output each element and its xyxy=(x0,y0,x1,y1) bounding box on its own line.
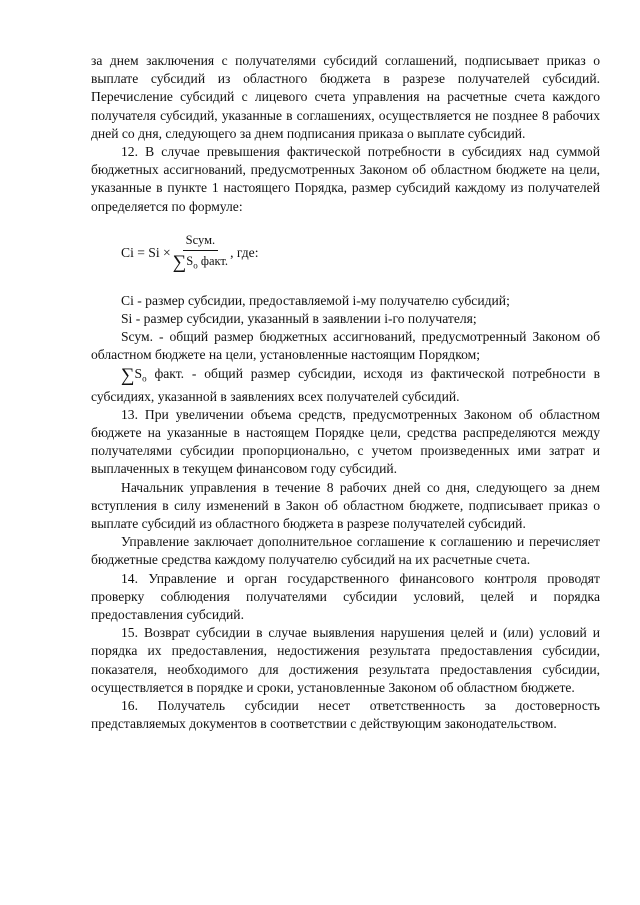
paragraph-14: 14. Управление и орган государственного финансового контроля проводят проверку соблюдения получателями субсидии условий, целей и порядка предоставления субсидий. xyxy=(91,570,600,622)
so-definition-text: - общий размер субсидии, исходя из фактической потребности в субсидиях, указанной в заявлениях всех получателей субсидий. xyxy=(91,365,600,404)
so-s: S xyxy=(134,365,143,381)
definition-ci: Ci - размер субсидии, предоставляемой i-му получателю субсидий; xyxy=(121,292,510,308)
den-s: S xyxy=(186,254,194,269)
paragraph-16: 16. Получатель субсидии несет ответственность за достоверность представляемых документов в соответствии с действующим законодательством. xyxy=(91,698,600,732)
paragraph-12: 12. В случае превышения фактической потребности в субсидиях над суммой бюджетных ассигнований, предусмотренных Законом об областном бюджете на цели, указанные в пункте 1 настоящего Порядка, размер субсидий каждому из получателей определяется по формуле: xyxy=(91,144,600,214)
den-fact: факт. xyxy=(197,254,229,269)
paragraph-13: 13. При увеличении объема средств, предусмотренных Законом об областном бюджете на указанные в настоящем Порядке цели, средства распределяются между получателями субсидии пропорционально, с учетом произведенных ими затрат и выплаченных в текущем финансовом году субсидий. xyxy=(91,406,600,477)
paragraph-13-agreement: Управление заключает дополнительное соглашение к соглашению и перечисляет бюджетные средства каждому получателю субсидий на их расчетные счета. xyxy=(91,534,600,568)
formula-tail: , где: xyxy=(230,244,259,260)
so-sub: о xyxy=(142,373,147,384)
formula-denominator xyxy=(173,251,228,275)
formula-lhs: Ci = Si × xyxy=(121,244,171,260)
paragraph-15: 15. Возврат субсидии в случае выявления нарушения целей и (или) условий и порядка их предоставления, недостижения результата предоставления субсидии, показателя, необходимого для достижения результата предоставления субсидии, осуществляется в порядке и сроки, установленные Законом об областном бюджете. xyxy=(91,625,600,695)
definition-so xyxy=(91,365,600,406)
paragraph-continuation: за днем заключения с получателями субсидий соглашений, подписывает приказ о выплате субсидий из областного бюджета в разрезе получателей субсидий. Перечисление субсидий с лицевого счета управления на расчетные счета каждого получателя субсидий, указанные в соглашениях, осуществляется не позднее 8 рабочих дней со дня, следующего за днем подписания приказа о выплате субсидий. xyxy=(91,53,600,141)
definition-ssum: Sсум. - общий размер бюджетных ассигнований, предусмотренный Законом об областном бюджете на цели, установленные настоящим Порядком; xyxy=(91,329,600,363)
formula-fraction xyxy=(173,231,228,275)
subsidy-formula xyxy=(121,224,600,282)
document-page xyxy=(91,52,600,733)
definition-si: Si - размер субсидии, указанный в заявлении i-го получателя; xyxy=(121,311,477,327)
sum-sign-inline: ∑ xyxy=(121,364,135,386)
formula-numerator: Sсум. xyxy=(183,231,218,251)
sum-sign: ∑ xyxy=(172,252,187,274)
den-sub: о xyxy=(193,260,198,271)
paragraph-13-head-order: Начальник управления в течение 8 рабочих дней со дня, следующего за днем вступления в силу изменений в Закон об областном бюджете, подписывает приказ о выплате субсидий из областного бюджета в разрезе получателей субсидий. xyxy=(91,479,600,531)
so-fact: факт. xyxy=(146,365,185,381)
